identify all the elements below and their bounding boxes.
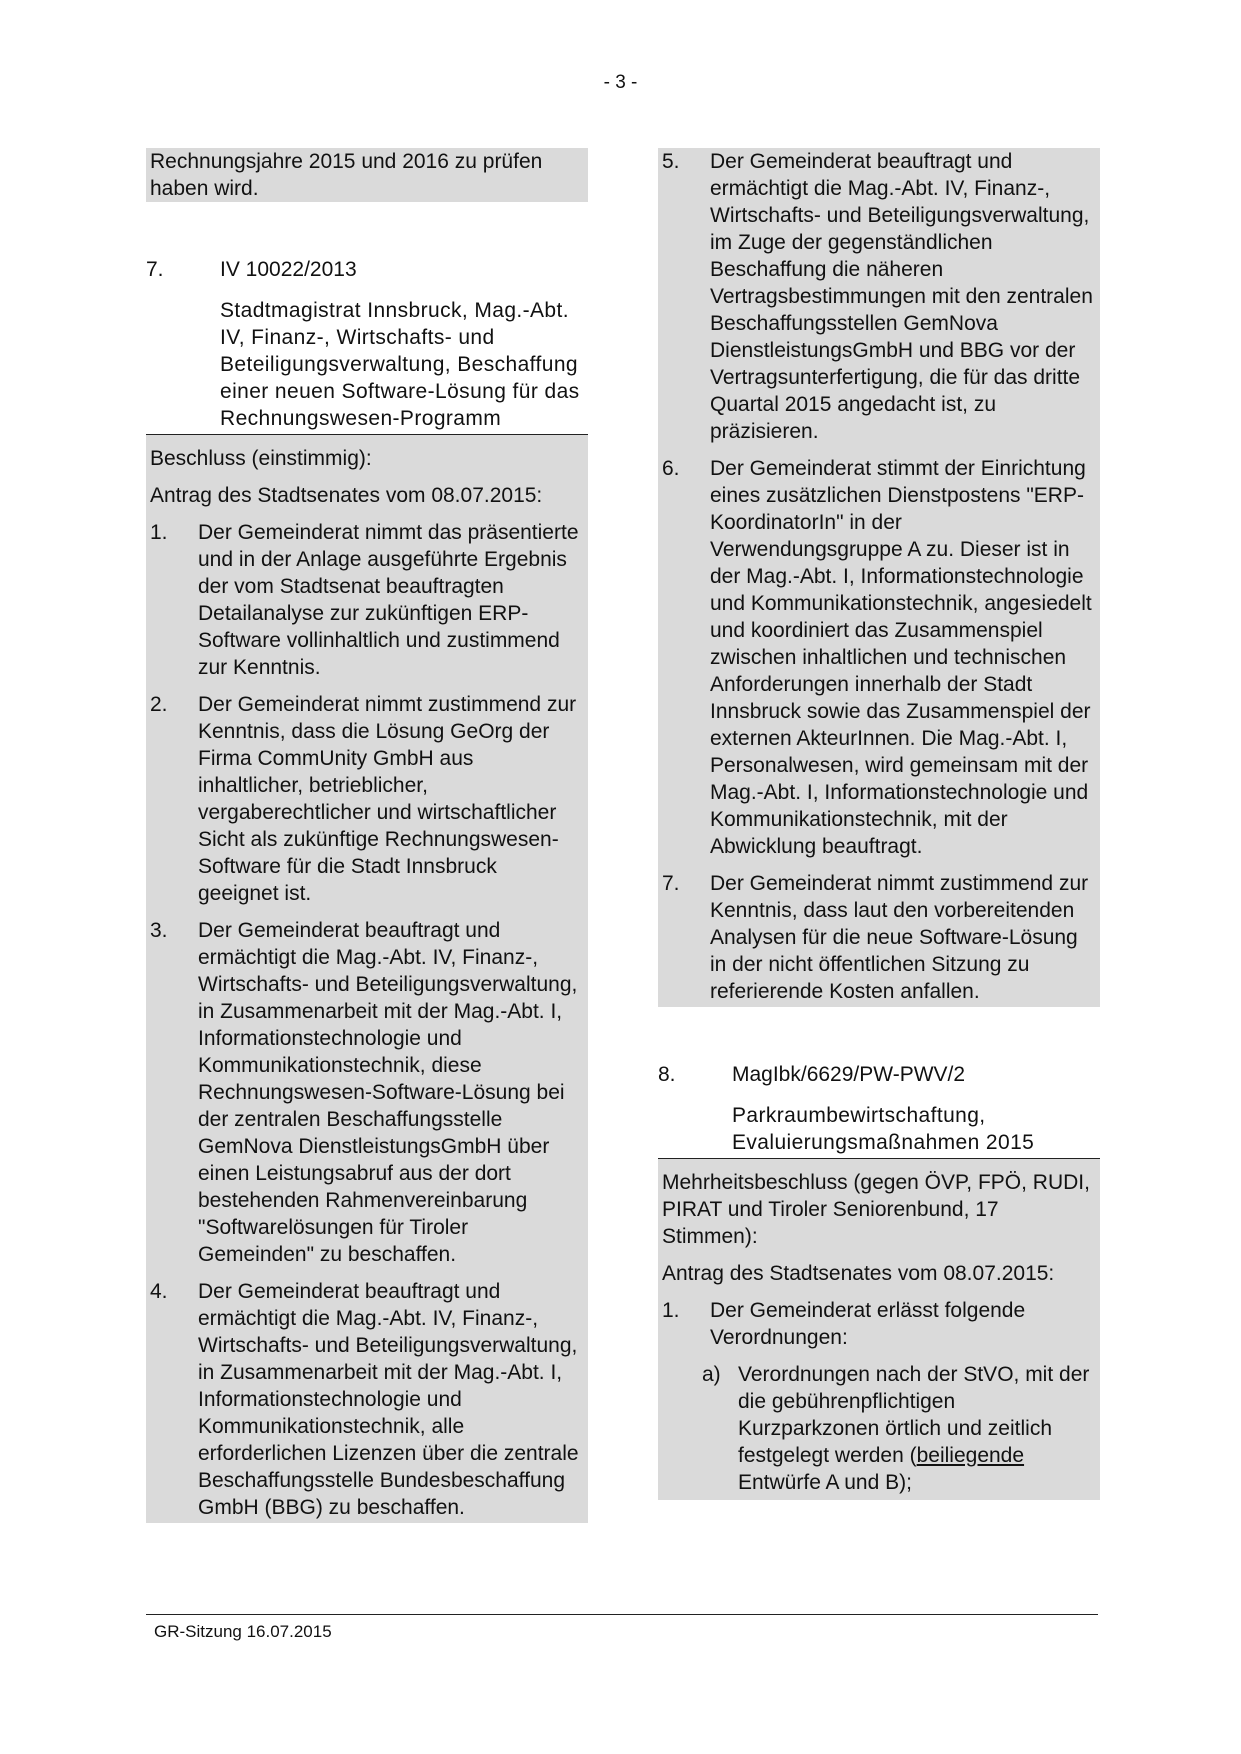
- item-title-rule: [146, 297, 588, 435]
- item-title: Parkraumbewirtschaftung, Evaluierungsmaßnahmen 2015: [732, 1104, 1035, 1154]
- list-number: 5.: [662, 150, 680, 173]
- page-number: - 3 -: [603, 72, 638, 93]
- footer-text: GR-Sitzung 16.07.2015: [154, 1622, 332, 1641]
- item-title-rule: [658, 1102, 1100, 1159]
- decision-block: [146, 435, 588, 1523]
- list-text: Der Gemeinderat nimmt zustimmend zur Kenntnis, dass die Lösung GeOrg der Firma CommUnity GmbH aus inhaltlicher, betrieblicher, vergaberechtlicher und wirtschaftlicher Sicht als zukünftige Rechnungswesen-Software für die Stadt Innsbruck geeignet ist.: [198, 693, 577, 905]
- list-item: [150, 1268, 582, 1521]
- list-item: [662, 148, 1094, 445]
- decision-label: Beschluss (einstimmig):: [150, 447, 372, 470]
- list-item: [150, 907, 582, 1268]
- left-column: [146, 148, 588, 1523]
- list-item: [662, 445, 1094, 860]
- item-reference: MagIbk/6629/PW-PWV/2: [732, 1063, 966, 1086]
- list-text: Der Gemeinderat beauftragt und ermächtigt die Mag.-Abt. IV, Finanz-, Wirtschafts- und Beteiligungsverwaltung, im Zuge der gegenständlichen Beschaffung die näheren Vertragsbestimmungen mit den zentralen Beschaffungsstellen GemNova DienstleistungsGmbH und BBG vor der Vertragsunterfertigung, die für das dritte Quartal 2015 angedacht ist, zu präzisieren.: [710, 150, 1093, 443]
- list-number: 7.: [662, 872, 680, 895]
- list-text: Der Gemeinderat stimmt der Einrichtung eines zusätzlichen Dienstpostens "ERP-KoordinatorIn" in der Verwendungsgruppe A zu. Dieser ist in der Mag.-Abt. I, Informationstechnologie und Kommunikationstechnik, angesiedelt und koordiniert das Zusammenspiel zwischen inhaltlichen und technischen Anforderungen innerhalb der Stadt Innsbruck sowie das Zusammenspiel der externen AkteurInnen. Die Mag.-Abt. I, Personalwesen, wird gemeinsam mit der Mag.-Abt. I, Informationstechnologie und Kommunikationstechnik, mit der Abwicklung beauftragt.: [710, 457, 1092, 858]
- agenda-item-7-header: [146, 256, 588, 283]
- list-text: Der Gemeinderat nimmt das präsentierte und in der Anlage ausgeführte Ergebnis der vom Stadtsenat beauftragten Detailanalyse zur zukünftigen ERP-Software vollinhaltlich und zustimmend zur Kenntnis.: [198, 521, 579, 679]
- list-number: 1.: [150, 521, 168, 544]
- list-text: Der Gemeinderat beauftragt und ermächtigt die Mag.-Abt. IV, Finanz-, Wirtschafts- und Beteiligungsverwaltung, in Zusammenarbeit mit der Mag.-Abt. I, Informationstechnologie und Kommunikationstechnik, diese Rechnungswesen-Software-Lösung bei der zentralen Beschaffungsstelle GemNova DienstleistungsGmbH über einen Leistungsabruf aus der dort bestehenden Rahmenvereinbarung "Softwarelösungen für Tiroler Gemeinden" zu beschaffen.: [198, 919, 578, 1266]
- decision-label: Mehrheitsbeschluss (gegen ÖVP, FPÖ, RUDI, PIRAT und Tiroler Seniorenbund, 17 Stimmen):: [662, 1171, 1090, 1248]
- intro-text: Rechnungsjahre 2015 und 2016 zu prüfen haben wird.: [146, 148, 588, 202]
- list-number: 4.: [150, 1280, 168, 1303]
- sub-list-text: [738, 1361, 1094, 1496]
- item-reference: IV 10022/2013: [220, 258, 357, 281]
- item-number: 8.: [658, 1063, 676, 1086]
- motion-label: Antrag des Stadtsenates vom 08.07.2015:: [150, 484, 543, 507]
- sub-list-item: [702, 1351, 1094, 1496]
- list-item: [662, 1287, 1094, 1351]
- list-number: 3.: [150, 919, 168, 942]
- decision-block: [658, 1159, 1100, 1500]
- list-text: Der Gemeinderat erlässt folgende Verordnungen:: [710, 1299, 1026, 1349]
- list-text: Der Gemeinderat beauftragt und ermächtigt die Mag.-Abt. IV, Finanz-, Wirtschafts- und Beteiligungsverwaltung, in Zusammenarbeit mit der Mag.-Abt. I, Informationstechnologie und Kommunikationstechnik, alle erforderlichen Lizenzen über die zentrale Beschaffungsstelle Bundesbeschaffung GmbH (BBG) zu beschaffen.: [198, 1280, 579, 1519]
- item-title: Stadtmagistrat Innsbruck, Mag.-Abt. IV, Finanz-, Wirtschafts- und Beteiligungsverwaltung, Beschaffung einer neuen Software-Lösung für das Rechnungswesen-Programm: [220, 299, 580, 430]
- list-number: 6.: [662, 457, 680, 480]
- list-number: 2.: [150, 693, 168, 716]
- list-item: [662, 860, 1094, 1005]
- right-column: [658, 148, 1100, 1500]
- list-text: Der Gemeinderat nimmt zustimmend zur Kenntnis, dass laut den vorbereitenden Analysen für die neue Software-Lösung in der nicht öffentlichen Sitzung zu referierende Kosten anfallen.: [710, 872, 1089, 1003]
- motion-label: Antrag des Stadtsenates vom 08.07.2015:: [662, 1262, 1055, 1285]
- list-item: [150, 509, 582, 681]
- sub-text-part: Entwürfe A und B);: [738, 1471, 912, 1494]
- item-number: 7.: [146, 258, 164, 281]
- footer-rule: [146, 1614, 1098, 1615]
- sub-list-letter: a): [702, 1363, 721, 1386]
- sub-text-part: Verordnungen nach der StVO, mit der die gebührenpflichtigen Kurzparkzonen örtlich und zeitlich festgelegt werden (: [738, 1363, 1090, 1467]
- agenda-item-8-header: [658, 1061, 1100, 1088]
- continued-points: [658, 148, 1100, 1007]
- list-item: [150, 681, 582, 907]
- list-number: 1.: [662, 1299, 680, 1322]
- underlined-word: beiliegende: [916, 1444, 1025, 1467]
